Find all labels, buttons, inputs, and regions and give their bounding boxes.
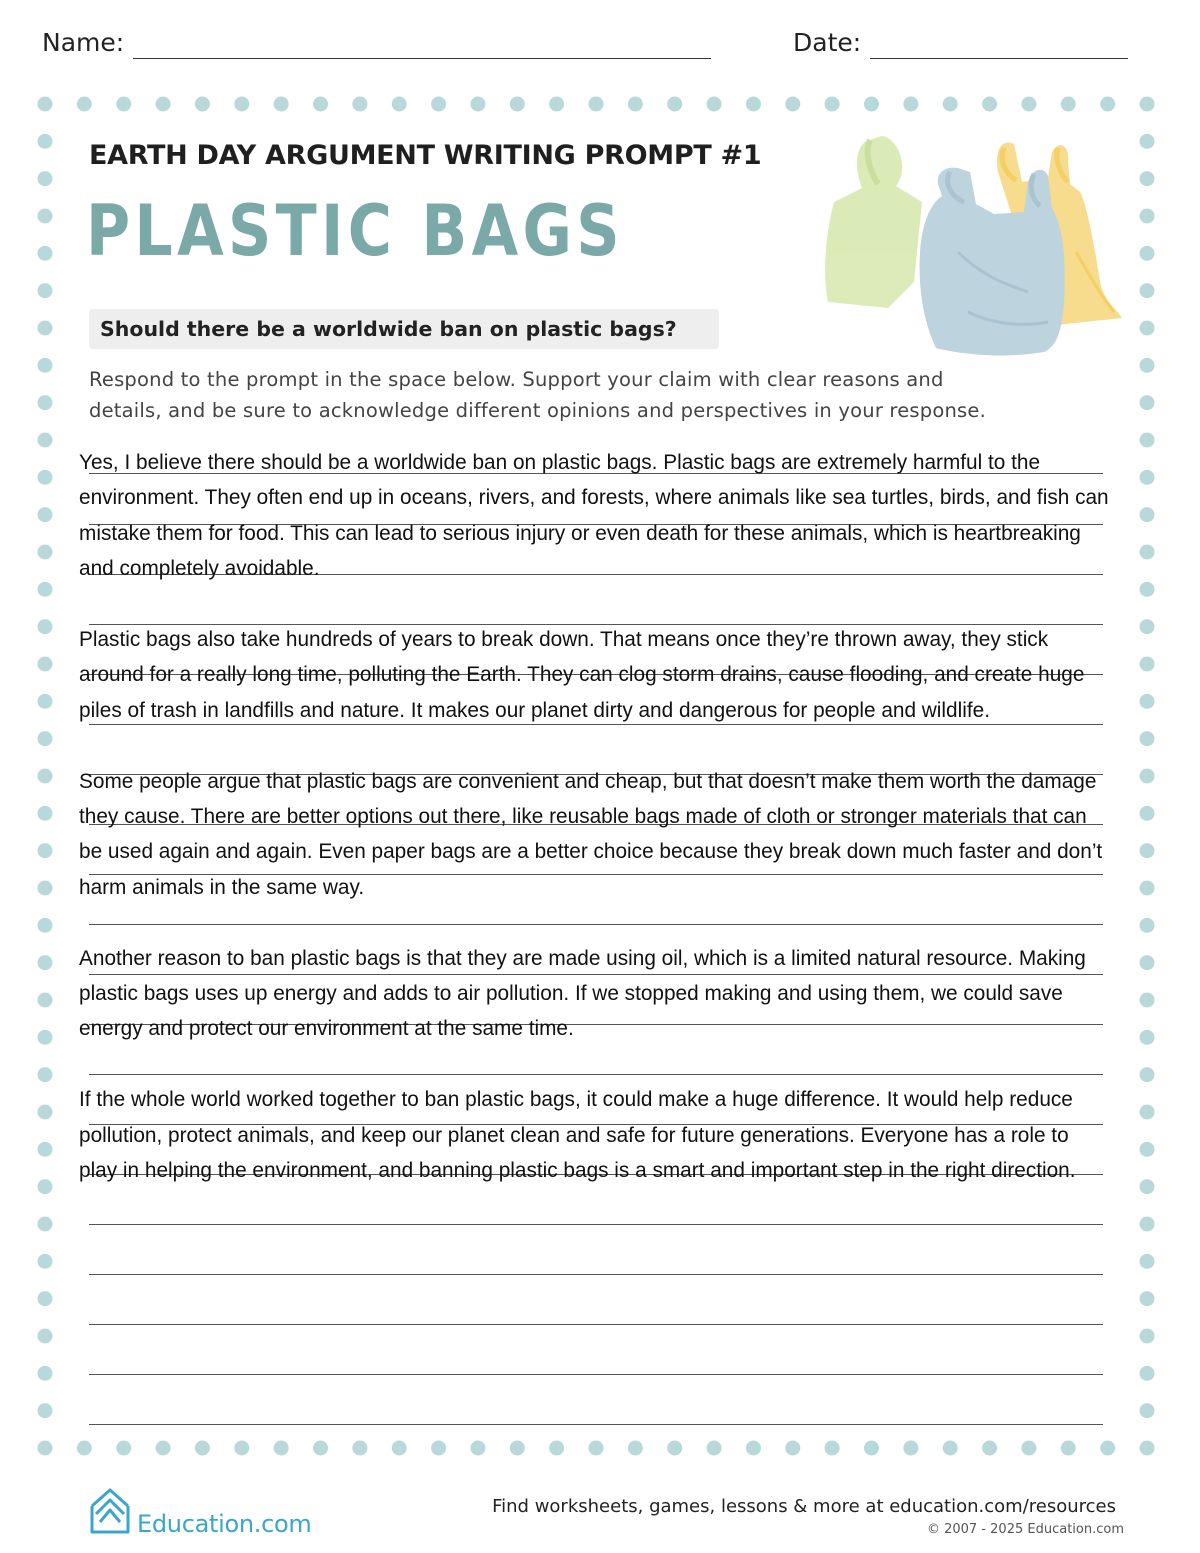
border-dot xyxy=(1140,582,1155,597)
border-dot xyxy=(1140,1142,1155,1157)
border-dot xyxy=(1140,134,1155,149)
border-dot xyxy=(1140,395,1155,410)
border-dot xyxy=(38,955,53,970)
border-dot xyxy=(234,97,249,112)
border-dot xyxy=(38,1329,53,1344)
border-dot xyxy=(1140,358,1155,373)
border-dot xyxy=(1140,1179,1155,1194)
border-dot xyxy=(1061,1441,1076,1456)
border-dot xyxy=(38,134,53,149)
border-dot xyxy=(1140,433,1155,448)
border-dot xyxy=(38,657,53,672)
writing-line xyxy=(89,1224,1103,1225)
instructions xyxy=(89,364,1089,426)
border-dot xyxy=(195,1441,210,1456)
border-dot xyxy=(1100,1441,1115,1456)
border-dot xyxy=(38,1366,53,1381)
name-label: Name: xyxy=(42,28,125,57)
border-dot xyxy=(589,97,604,112)
border-dot xyxy=(38,1030,53,1045)
border-dot xyxy=(549,1441,564,1456)
border-dot xyxy=(313,97,328,112)
border-dot xyxy=(1140,1030,1155,1045)
border-dot xyxy=(1140,1329,1155,1344)
border-dot xyxy=(38,1254,53,1269)
border-dot xyxy=(1140,470,1155,485)
border-dot xyxy=(1140,1441,1155,1456)
border-dot xyxy=(982,1441,997,1456)
border-dot xyxy=(38,433,53,448)
border-dot xyxy=(38,1105,53,1120)
border-dot xyxy=(1140,209,1155,224)
border-dot xyxy=(38,1217,53,1232)
border-dot xyxy=(38,246,53,261)
border-dot xyxy=(1140,1291,1155,1306)
border-dot xyxy=(982,97,997,112)
border-dot xyxy=(1140,993,1155,1008)
writing-line xyxy=(89,1424,1103,1425)
response-paragraph-4: Another reason to ban plastic bags is that they are made using oil, which is a limited natural resource. Making plastic bags uses up energy and adds to air pollution. If we stopped making and using them, we could save energy and protect our environment at the same time. xyxy=(79,946,1086,1041)
border-dot xyxy=(825,1441,840,1456)
border-dot xyxy=(864,1441,879,1456)
border-dot xyxy=(156,1441,171,1456)
border-dot xyxy=(38,843,53,858)
border-dot xyxy=(1140,694,1155,709)
border-dot xyxy=(628,97,643,112)
border-dot xyxy=(1021,1441,1036,1456)
response-paragraph-2: Plastic bags also take hundreds of years to break down. That means once they’re thrown away, they stick around for a really long time, polluting the Earth. They can clog storm drains, cause flooding, and create huge piles of trash in landfills and nature. It makes our planet dirty and dangerous for people and wildlife. xyxy=(79,628,1085,722)
border-dot xyxy=(38,545,53,560)
response-paragraph-5: If the whole world worked together to ban plastic bags, it could make a huge difference. It would help reduce pollution, protect animals, and keep our planet clean and safe for future generations. Everyone has a role to play in helping the environment, and banning plastic bags is a smart and important step in the right direction. xyxy=(79,1088,1076,1183)
border-dot xyxy=(1140,1254,1155,1269)
border-dot xyxy=(707,97,722,112)
border-dot xyxy=(707,1441,722,1456)
border-dot xyxy=(1140,918,1155,933)
series-title: EARTH DAY ARGUMENT WRITING PROMPT #1 xyxy=(89,140,762,171)
response-paragraph-1: Yes, I believe there should be a worldwide ban on plastic bags. Plastic bags are extremely harmful to the environment. They often end up in oceans, rivers, and forests, where animals like sea turtles, birds, and fish can mistake them for food. This can lead to serious injury or even death for these animals, which is heartbreaking and completely avoidable. xyxy=(79,451,1109,581)
writing-line xyxy=(89,1374,1103,1375)
border-dot xyxy=(1140,619,1155,634)
border-dot xyxy=(38,507,53,522)
border-dot xyxy=(1140,657,1155,672)
page-title: PLASTIC BAGS xyxy=(86,190,624,272)
border-dot xyxy=(667,1441,682,1456)
border-dot xyxy=(1021,97,1036,112)
border-dot xyxy=(392,1441,407,1456)
border-dot xyxy=(38,1291,53,1306)
border-dot xyxy=(38,993,53,1008)
border-dot xyxy=(1140,1403,1155,1418)
border-dot xyxy=(470,97,485,112)
response-text-area[interactable] xyxy=(79,445,1109,1224)
border-dot xyxy=(1140,731,1155,746)
border-dot xyxy=(38,694,53,709)
border-dot xyxy=(1140,843,1155,858)
border-dot xyxy=(943,97,958,112)
border-dot xyxy=(785,97,800,112)
border-dot xyxy=(352,1441,367,1456)
border-dot xyxy=(510,97,525,112)
border-dot xyxy=(38,470,53,485)
prompt-question: Should there be a worldwide ban on plastic bags? xyxy=(89,309,719,349)
border-dot xyxy=(313,1441,328,1456)
border-dot xyxy=(1140,321,1155,336)
border-dot xyxy=(38,731,53,746)
border-dot xyxy=(38,97,53,112)
border-dot xyxy=(38,1142,53,1157)
border-dot xyxy=(1140,1217,1155,1232)
border-dot xyxy=(77,97,92,112)
border-dot xyxy=(746,1441,761,1456)
writing-line xyxy=(89,1274,1103,1275)
border-dot xyxy=(589,1441,604,1456)
border-dot xyxy=(38,918,53,933)
border-dot xyxy=(38,171,53,186)
border-dot xyxy=(431,97,446,112)
border-dot xyxy=(38,209,53,224)
education-logo-icon xyxy=(88,1484,132,1536)
border-dot xyxy=(510,1441,525,1456)
green-bag-icon xyxy=(825,136,922,308)
border-dot xyxy=(392,97,407,112)
border-dot xyxy=(38,619,53,634)
border-dot xyxy=(1140,171,1155,186)
writing-line xyxy=(89,1324,1103,1325)
footer-copyright: © 2007 - 2025 Education.com xyxy=(926,1522,1124,1537)
border-dot xyxy=(903,97,918,112)
border-dot xyxy=(38,321,53,336)
brand-name[interactable]: Education.com xyxy=(137,1510,312,1538)
border-dot xyxy=(1140,507,1155,522)
border-dot xyxy=(1140,1366,1155,1381)
border-dot xyxy=(1140,955,1155,970)
plastic-bags-illustration xyxy=(818,132,1128,358)
border-dot xyxy=(903,1441,918,1456)
border-dot xyxy=(1140,97,1155,112)
border-dot xyxy=(431,1441,446,1456)
border-dot xyxy=(1061,97,1076,112)
border-dot xyxy=(746,97,761,112)
border-dot xyxy=(1140,769,1155,784)
border-dot xyxy=(1140,1105,1155,1120)
border-dot xyxy=(156,97,171,112)
border-dot xyxy=(38,1067,53,1082)
border-dot xyxy=(549,97,564,112)
border-dot xyxy=(38,395,53,410)
border-dot xyxy=(274,1441,289,1456)
border-dot xyxy=(274,97,289,112)
border-dot xyxy=(1140,881,1155,896)
instructions-line-1: Respond to the prompt in the space below. Support your claim with clear reasons and xyxy=(89,368,944,391)
border-dot xyxy=(785,1441,800,1456)
border-dot xyxy=(38,806,53,821)
border-dot xyxy=(1100,97,1115,112)
border-dot xyxy=(1140,545,1155,560)
border-dot xyxy=(38,1441,53,1456)
border-dot xyxy=(38,582,53,597)
border-dot xyxy=(864,97,879,112)
border-dot xyxy=(116,1441,131,1456)
border-dot xyxy=(38,283,53,298)
border-dot xyxy=(38,881,53,896)
border-dot xyxy=(38,769,53,784)
border-dot xyxy=(38,1403,53,1418)
border-dot xyxy=(195,97,210,112)
border-dot xyxy=(38,1179,53,1194)
border-dot xyxy=(943,1441,958,1456)
border-dot xyxy=(234,1441,249,1456)
border-dot xyxy=(38,358,53,373)
border-dot xyxy=(470,1441,485,1456)
border-dot xyxy=(667,97,682,112)
border-dot xyxy=(77,1441,92,1456)
footer-resources-link[interactable]: Find worksheets, games, lessons & more at education.com/resources xyxy=(492,1496,1116,1517)
border-dot xyxy=(628,1441,643,1456)
border-dot xyxy=(116,97,131,112)
border-dot xyxy=(825,97,840,112)
response-paragraph-3: Some people argue that plastic bags are convenient and cheap, but that doesn’t make them worth the damage they cause. There are better options out there, like reusable bags made of cloth or stronger materials that can be used again and again. Even paper bags are a better choice because they break down much faster and don’t harm animals in the same way. xyxy=(79,769,1103,899)
border-dot xyxy=(1140,283,1155,298)
border-dot xyxy=(1140,246,1155,261)
instructions-line-2: details, and be sure to acknowledge different opinions and perspectives in your response. xyxy=(89,399,987,422)
border-dot xyxy=(1140,1067,1155,1082)
date-label: Date: xyxy=(793,28,862,57)
border-dot xyxy=(1140,806,1155,821)
border-dot xyxy=(352,97,367,112)
blue-bag-icon xyxy=(920,168,1065,356)
